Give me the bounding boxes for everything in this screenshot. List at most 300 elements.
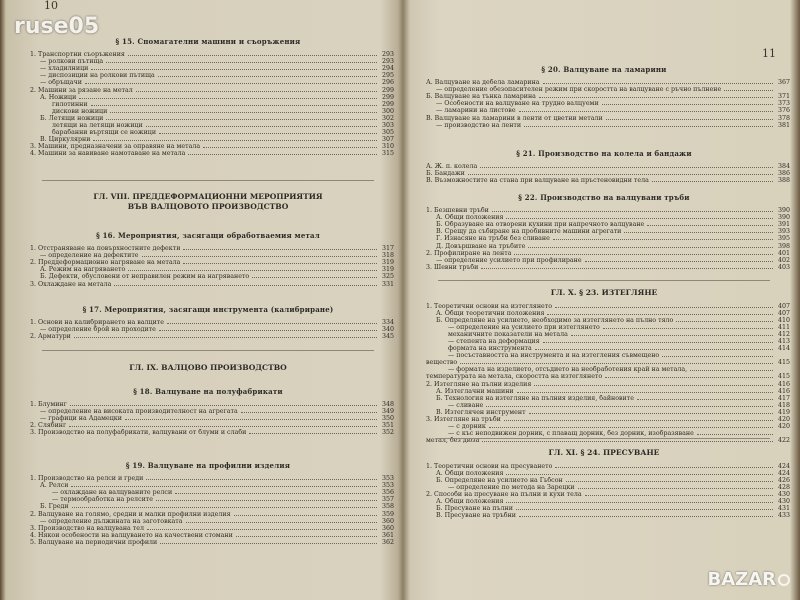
toc-entry-page: 416: [777, 380, 790, 388]
divider: [42, 350, 374, 351]
dot-leader: [188, 154, 377, 155]
dot-leader: [524, 126, 773, 127]
toc-entry-text: 2. Профилиране на лента: [426, 249, 512, 257]
chat-bubble-icon: [778, 574, 790, 586]
toc-entry-text: А. Изтеглачни машини: [436, 387, 514, 395]
toc-entry-text: — определение на високата производителност на агрегата: [40, 408, 238, 416]
dot-leader: [160, 543, 377, 544]
chapter-8-heading: [22, 192, 394, 211]
toc-entry: [22, 326, 394, 333]
toc-entry-text: Б. Дефекти, обусловени от неправилен режим на нагряването: [40, 273, 250, 281]
toc-entry-text: 1. Отстраняване на повърхностните дефекти: [30, 245, 181, 253]
dot-leader: [91, 69, 377, 70]
section-20: [418, 66, 790, 129]
toc-entry: [22, 94, 394, 101]
toc-entry: [418, 163, 790, 170]
dot-leader: [514, 254, 773, 255]
toc-entry: [22, 482, 394, 489]
toc-entry: [22, 415, 394, 422]
toc-entry: [22, 281, 394, 288]
dot-leader: [79, 98, 377, 99]
toc-entry-page: 398: [777, 242, 790, 250]
dot-leader: [234, 515, 377, 516]
toc-entry-page: 353: [381, 482, 394, 490]
toc-entry-text: Г. Изнасяне на тръби без сливане: [436, 235, 550, 243]
section-15: [22, 38, 394, 158]
toc-entry-text: — производство на ленти: [436, 121, 522, 129]
toc-entry: [22, 475, 394, 482]
toc-entry: [22, 143, 394, 150]
dot-leader: [146, 126, 377, 127]
toc-entry-text: — ламарини на листове: [436, 107, 516, 115]
toc-entry-page: 307: [381, 136, 394, 144]
toc-entry: [22, 252, 394, 259]
section-19: [22, 462, 394, 546]
toc-entry-page: 353: [381, 475, 394, 483]
dot-leader: [697, 434, 773, 435]
toc-entry-text: В. Валцуване на ламарини в ленти от цветни метали: [426, 114, 603, 122]
toc-list: [418, 207, 790, 271]
toc-entry-text: барабанни въртящи се ножици: [52, 129, 157, 137]
toc-entry: [418, 512, 790, 519]
toc-entry-page: 407: [777, 309, 790, 317]
toc-entry-text: Б. Пресуване на пълни: [436, 505, 513, 513]
toc-entry: [418, 214, 790, 221]
toc-entry-page: 419: [777, 408, 790, 416]
toc-entry-page: 318: [381, 252, 394, 260]
toc-entry: [418, 388, 790, 395]
toc-entry-page: 340: [381, 326, 394, 334]
dot-leader: [183, 249, 377, 250]
toc-entry: [22, 489, 394, 496]
toc-entry-text: Б. Греди: [40, 503, 69, 511]
toc-entry-page: 319: [381, 266, 394, 274]
right-page: [418, 0, 790, 600]
toc-entry-text: 1. Теоретични основи на изтеглянето: [426, 302, 553, 310]
toc-entry: [418, 317, 790, 324]
toc-entry-page: 295: [381, 72, 394, 80]
toc-entry-page: 415: [777, 373, 790, 381]
toc-entry: [22, 122, 394, 129]
dot-leader: [553, 239, 773, 240]
toc-entry-page: 325: [381, 273, 394, 281]
toc-entry: [418, 257, 790, 264]
toc-entry: [22, 333, 394, 340]
toc-entry-text: А. Режим на нагряването: [40, 266, 126, 274]
toc-entry: [418, 395, 790, 402]
toc-entry: [22, 503, 394, 510]
toc-entry: [418, 228, 790, 235]
dot-leader: [85, 83, 377, 84]
toc-entry-text: 3. Изтегляне на тръби: [426, 416, 501, 423]
section-title: § 22. Производство на валцувани тръби: [518, 193, 690, 202]
toc-entry: [418, 177, 790, 184]
dot-leader: [506, 502, 773, 503]
toc-entry: [418, 409, 790, 416]
toc-entry-page: 359: [381, 510, 394, 518]
toc-entry-text: — определение брой на проходите: [40, 326, 156, 334]
toc-entry-page: 299: [381, 100, 394, 108]
toc-entry: [418, 250, 790, 257]
toc-entry-page: 424: [777, 469, 790, 477]
dot-leader: [482, 441, 773, 442]
toc-entry-text: А. Ножици: [40, 93, 77, 101]
toc-entry-text: — определение по метода на Зарецки: [448, 483, 575, 491]
toc-list: [22, 245, 394, 288]
toc-entry-text: В. Изтеглячен инструмент: [436, 408, 526, 416]
toc-entry-page: 350: [381, 415, 394, 423]
toc-entry-page: 428: [777, 483, 790, 491]
toc-entry: [22, 539, 394, 546]
dot-leader: [547, 314, 773, 315]
dot-leader: [516, 509, 773, 510]
toc-entry-text: 1. Блуминг: [30, 401, 67, 409]
toc-entry: [418, 463, 790, 470]
dot-leader: [585, 261, 773, 262]
toc-entry-text: В. Пресуване на тръбни: [436, 512, 516, 520]
toc-entry-page: 415: [777, 359, 790, 367]
toc-entry: [418, 79, 790, 86]
toc-entry-text: Б. Валцуване на тънка ламарина: [426, 93, 536, 101]
dot-leader: [690, 370, 773, 371]
toc-entry-text: температурата на метала, скоростта на изтеглянето: [426, 373, 603, 381]
toc-entry-page: 420: [777, 416, 790, 423]
dot-leader: [528, 247, 773, 248]
dot-leader: [585, 495, 773, 496]
toc-entry: [22, 136, 394, 143]
dot-leader: [543, 83, 773, 84]
toc-entry: [418, 221, 790, 228]
toc-entry: [22, 273, 394, 280]
toc-entry-text: — определение усилието при профилиране: [436, 256, 582, 264]
toc-entry-text: 3. Производство на полуфабрикати, валцувани от блуми и слаби: [30, 429, 247, 437]
toc-entry-text: 3. Машини, предназначени за оправяне на метала: [30, 143, 201, 151]
dot-leader: [481, 268, 773, 269]
toc-list: [22, 51, 394, 157]
toc-entry: [22, 72, 394, 79]
toc-entry: [418, 381, 790, 388]
toc-entry: [22, 319, 394, 326]
left-page: [22, 0, 394, 600]
dot-leader: [128, 55, 377, 56]
toc-list: [418, 163, 790, 184]
toc-list: [418, 303, 790, 445]
toc-entry: [418, 423, 790, 430]
toc-entry-text: — обръщачи: [40, 79, 82, 87]
dot-leader: [637, 399, 773, 400]
toc-entry-text: А. Валцуване на дебела ламарина: [426, 79, 540, 87]
toc-entry: [418, 93, 790, 100]
section-title: § 19. Валцуване на профилни изделия: [125, 461, 291, 470]
dot-leader: [578, 488, 773, 489]
toc-entry-page: 393: [777, 228, 790, 236]
toc-entry: [418, 345, 790, 352]
badge-text: BAZAR: [707, 569, 776, 590]
toc-entry-page: 430: [777, 490, 790, 498]
divider: [438, 438, 770, 439]
toc-entry-text: — определение обезопасителен режим при скоростта на валцуване с ръчно пълнене: [436, 86, 722, 94]
dot-leader: [158, 76, 377, 77]
dot-leader: [167, 323, 377, 324]
toc-entry-page: 302: [381, 114, 394, 122]
toc-entry-text: 2. Машини за рязане на метал: [30, 86, 133, 94]
toc-entry-page: 371: [777, 93, 790, 101]
dot-leader: [186, 522, 377, 523]
toc-entry: [418, 338, 790, 345]
toc-entry-text: — графици на Адамецки: [40, 415, 122, 423]
toc-entry: [418, 331, 790, 338]
toc-entry-text: А. Общи теоретични положения: [436, 309, 545, 317]
toc-entry-text: 3. Шевни тръби: [426, 263, 479, 271]
toc-entry-page: 357: [381, 496, 394, 504]
chapter-title: ГЛ. XI. § 24. ПРЕСУВАНЕ: [548, 448, 660, 457]
section-title: § 18. Валцуване на полуфабрикати: [133, 387, 283, 396]
toc-list: [22, 319, 394, 340]
toc-entry-text: 1. Производство на релси и греди: [30, 475, 144, 483]
toc-entry-page: 381: [777, 121, 790, 129]
toc-entry-text: — хладилници: [40, 65, 89, 73]
toc-entry-text: — охлаждане на валцуваните релси: [52, 489, 173, 497]
toc-entry-page: 384: [777, 163, 790, 171]
toc-entry-page: 424: [777, 462, 790, 470]
toc-entry-text: — с дорник: [448, 423, 486, 431]
toc-entry-page: 299: [381, 86, 394, 94]
section-16: [22, 232, 394, 288]
toc-entry-page: 361: [381, 531, 394, 539]
toc-entry: [22, 65, 394, 72]
toc-entry-text: 4. Машини за навиване намотаване на метала: [30, 150, 186, 158]
toc-entry-text: В. Възможностите на стана при валцуване на пръстеновидни тела: [426, 177, 649, 185]
dot-leader: [110, 112, 377, 113]
toc-entry-page: 431: [777, 505, 790, 513]
dot-leader: [74, 337, 377, 338]
divider: [438, 280, 770, 281]
toc-entry-text: механичните показатели на метала: [448, 330, 568, 338]
dot-leader: [106, 119, 377, 120]
toc-entry-text: 2. Валцуване на голямо, средни и малки профилни изделия: [30, 510, 231, 518]
toc-entry-page: 416: [777, 387, 790, 395]
toc-entry-page: 391: [777, 221, 790, 229]
toc-entry-page: 293: [381, 58, 394, 66]
dot-leader: [91, 105, 377, 106]
toc-entry-page: 390: [777, 214, 790, 222]
toc-entry-text: метал, без дюза: [426, 437, 480, 445]
toc-entry: [418, 359, 790, 366]
section-22: [418, 194, 790, 271]
toc-entry-text: Д. Довършване на тръбите: [436, 242, 526, 250]
chapter-title: ГЛ. X. § 23. ИЗТЕГЛЯНЕ: [550, 288, 658, 297]
toc-entry-page: 358: [381, 503, 394, 511]
section-title: § 20. Валцуване на ламарини: [541, 65, 667, 74]
dot-leader: [519, 111, 773, 112]
toc-entry-text: — определение на дефектите: [40, 252, 139, 260]
toc-entry-text: дискови ножици: [52, 107, 108, 115]
toc-entry-text: Б. Определяне на усилието на Гьбсон: [436, 476, 563, 484]
dot-leader: [468, 174, 773, 175]
toc-entry-text: А. Ж. п. колела: [426, 163, 478, 171]
toc-entry-text: 1. Основи на калибрирането на валците: [30, 319, 164, 327]
toc-entry-text: А. Общи положения: [436, 497, 504, 505]
toc-entry-page: 300: [381, 107, 394, 115]
page-number-right: 11: [762, 47, 776, 60]
toc-entry-page: 417: [777, 394, 790, 402]
toc-entry-page: 349: [381, 408, 394, 416]
toc-entry-page: 348: [381, 401, 394, 409]
dot-leader: [236, 536, 377, 537]
toc-entry-page: 390: [777, 207, 790, 215]
divider: [42, 180, 374, 181]
toc-entry: [22, 266, 394, 273]
toc-entry-page: 378: [777, 114, 790, 122]
toc-entry: [418, 86, 790, 93]
chapter-title: ГЛ. IX. ВАЛЦОВО ПРОИЗВОДСТВО: [129, 363, 287, 372]
dot-leader: [724, 90, 773, 91]
toc-entry-page: 426: [777, 476, 790, 484]
toc-entry: [418, 170, 790, 177]
dot-leader: [555, 307, 773, 308]
toc-entry-text: — с къс неподвижен дорник, с плаващ дорник, без дорник, изобразяване: [448, 430, 694, 438]
toc-entry: [22, 58, 394, 65]
toc-entry-page: 334: [381, 319, 394, 327]
toc-entry-page: 319: [381, 259, 394, 267]
dot-leader: [175, 493, 377, 494]
toc-entry: [418, 505, 790, 512]
toc-entry-text: Б. Образуване на отворени кухини при напречното валцуване: [436, 221, 645, 229]
dot-leader: [159, 330, 377, 331]
dot-leader: [249, 433, 377, 434]
toc-entry-page: 331: [381, 280, 394, 288]
toc-entry: [418, 430, 790, 437]
toc-entry-page: 296: [381, 79, 394, 87]
toc-entry-text: 4. Някои особености на валцуването на качествени стомани: [30, 531, 233, 539]
toc-entry-page: 414: [777, 345, 790, 353]
toc-entry-page: 388: [777, 177, 790, 185]
dot-leader: [183, 263, 377, 264]
toc-entry-page: 305: [381, 129, 394, 137]
toc-entry: [22, 401, 394, 408]
toc-entry-page: 403: [777, 263, 790, 271]
toc-entry-text: — ролкови пътища: [40, 58, 104, 66]
toc-entry-text: формата на инструмента: [448, 345, 532, 353]
toc-entry: [418, 477, 790, 484]
dot-leader: [106, 62, 377, 63]
dot-leader: [125, 419, 377, 420]
toc-entry-page: 360: [381, 517, 394, 525]
toc-entry-page: 430: [777, 497, 790, 505]
dot-leader: [652, 181, 773, 182]
toc-entry-page: 411: [777, 323, 790, 331]
toc-entry-text: 1. Безшевни тръби: [426, 207, 489, 215]
toc-entry-text: 2. Способи на пресуване на пълни и кухи тела: [426, 490, 582, 498]
toc-entry: [418, 303, 790, 310]
dot-leader: [128, 270, 377, 271]
toc-entry: [22, 79, 394, 86]
dot-leader: [460, 363, 773, 364]
dot-leader: [147, 529, 377, 530]
toc-entry-text: — Особености на валцуване на трудно валцуеми: [436, 100, 599, 108]
dot-leader: [606, 119, 773, 120]
toc-entry-page: 422: [777, 437, 790, 445]
toc-entry: [22, 245, 394, 252]
dot-leader: [72, 507, 377, 508]
toc-entry: [418, 498, 790, 505]
dot-leader: [605, 377, 773, 378]
toc-entry: [418, 366, 790, 373]
toc-entry-page: 317: [381, 245, 394, 253]
toc-entry-page: 413: [777, 337, 790, 345]
toc-entry: [22, 408, 394, 415]
toc-entry-text: Б. Технология на изтегляне на пълния изделия, байновите: [436, 394, 634, 402]
dot-leader: [156, 500, 377, 501]
dot-leader: [571, 335, 773, 336]
dot-leader: [506, 474, 773, 475]
section-21: [418, 150, 790, 184]
toc-entry: [22, 87, 394, 94]
toc-entry-page: 412: [777, 330, 790, 338]
toc-entry-page: 351: [381, 422, 394, 430]
toc-entry-page: 373: [777, 100, 790, 108]
toc-entry-text: — сливане: [448, 401, 484, 409]
toc-entry-text: 1. Теоретични основи на пресуването: [426, 462, 553, 470]
dot-leader: [252, 277, 377, 278]
toc-entry-page: 410: [777, 316, 790, 324]
toc-list: [418, 463, 790, 520]
toc-entry-text: — диспозиции на ролкови пътища: [40, 72, 155, 80]
dot-leader: [506, 218, 773, 219]
toc-entry-text: летящи на летящи ножици: [52, 122, 143, 130]
dot-leader: [142, 256, 377, 257]
toc-entry-text: А. Общи положения: [436, 214, 504, 222]
dot-leader: [662, 356, 773, 357]
toc-list: [22, 401, 394, 436]
toc-entry: [22, 532, 394, 539]
dot-leader: [71, 486, 377, 487]
toc-entry-page: 352: [381, 429, 394, 437]
toc-entry-page: 310: [381, 143, 394, 151]
toc-entry-page: 420: [777, 423, 790, 431]
toc-entry: [22, 115, 394, 122]
dot-leader: [70, 405, 377, 406]
dot-leader: [480, 167, 773, 168]
toc-entry-page: 376: [777, 107, 790, 115]
toc-entry: [418, 402, 790, 409]
dot-leader: [489, 427, 773, 428]
dot-leader: [647, 225, 773, 226]
toc-entry-page: 356: [381, 489, 394, 497]
toc-entry-text: В. Срещу да събиране на пробивните машини агрегати: [436, 228, 622, 236]
dot-leader: [529, 413, 773, 414]
chapter-11: [418, 448, 790, 519]
dot-leader: [603, 328, 773, 329]
toc-entry-text: — посъставността на инструмента и на изтегления съвмещено: [448, 352, 660, 360]
toc-entry: [22, 496, 394, 503]
toc-entry-text: 1. Транспортни съоръжения: [30, 51, 125, 59]
dot-leader: [504, 420, 773, 421]
watermark-logo: ruse05: [14, 14, 100, 39]
toc-entry: [418, 235, 790, 242]
chapter-title: ГЛ. VIII. ПРЕДДЕФОРМАЦИОННИ МЕРОПРИЯТИЯ: [93, 192, 323, 201]
page-number-left: 10: [44, 0, 58, 12]
dot-leader: [555, 467, 773, 468]
toc-entry-text: Б. Бандажи: [426, 170, 465, 178]
toc-entry-text: вещество: [426, 359, 458, 367]
toc-entry: [22, 108, 394, 115]
dot-leader: [241, 412, 377, 413]
dot-leader: [93, 140, 377, 141]
dot-leader: [136, 91, 377, 92]
toc-entry-page: 401: [777, 249, 790, 257]
dot-leader: [534, 385, 773, 386]
